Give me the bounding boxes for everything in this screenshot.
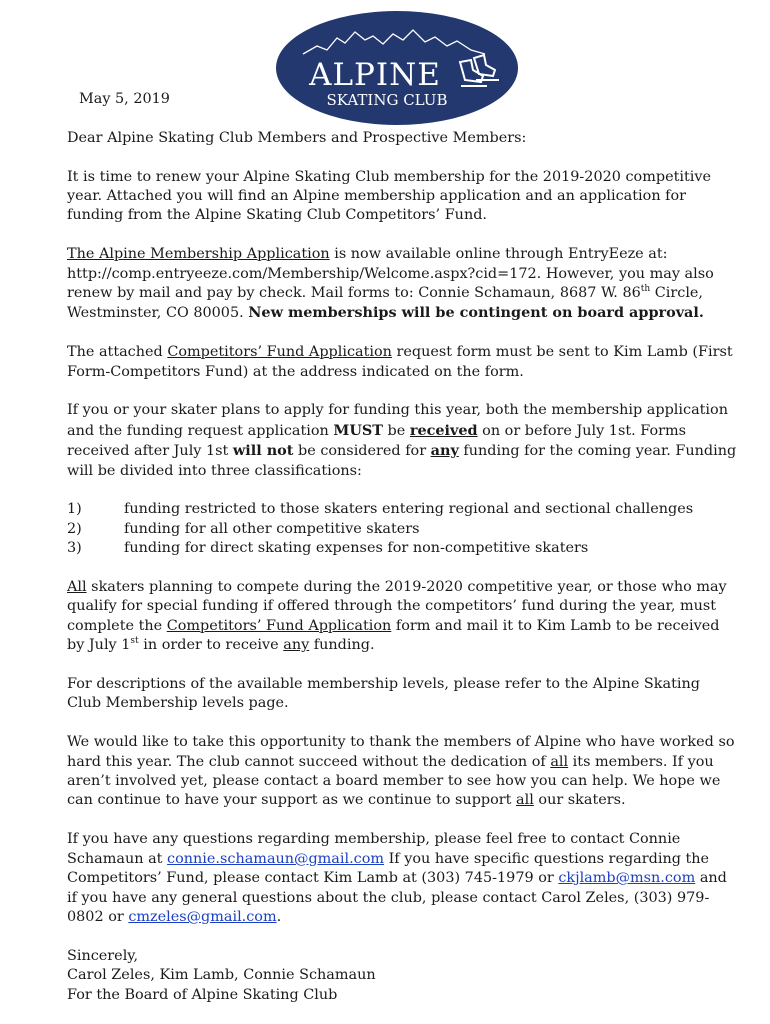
closing-board: For the Board of Alpine Skating Club <box>67 986 338 1003</box>
funding-classifications-list <box>67 500 737 558</box>
board-approval-note: New memberships will be contingent on board approval. <box>248 304 704 322</box>
paragraph-thanks: We would like to take this opportunity to thank the members of Alpine who have worked so hard this year. The club cannot succeed without the dedication of all its members. If you aren’t involved yet, please contact a board member to see how you can help. We hope we can continue to have your support as we continue to support all our skaters. <box>67 734 735 809</box>
paragraph-membership-application: The Alpine Membership Application is now available online through EntryEeze at: http://comp.entryeeze.com/Membership/Welcome.aspx?cid=172. However, you may also renew by mail and pay by check. Mail forms to: Connie Schamaun, 8687 W. 86th Circle, Westminster, CO 80005. New memberships will be contingent on board approval. <box>67 246 714 322</box>
email-link-kim[interactable]: ckjlamb@msn.com <box>558 870 696 887</box>
paragraph-competitors-fund: The attached Competitors’ Fund Application request form must be sent to Kim Lamb (First Form-Competitors Fund) at the address indicated on the form. <box>67 344 733 380</box>
salutation: Dear Alpine Skating Club Members and Prospective Members: <box>67 129 527 146</box>
closing-signature <box>67 947 737 1005</box>
email-link-carol[interactable]: cmzeles@gmail.com <box>128 908 277 925</box>
letter-body <box>67 90 737 1005</box>
email-link-connie[interactable]: connie.schamaun@gmail.com <box>167 850 385 867</box>
logo-subtitle: SKATING CLUB <box>326 91 448 109</box>
paragraph-competitors: All skaters planning to compete during the 2019-2020 competitive year, or those who may qualify for special funding if offered through the competitors’ fund during the year, must complete the Competitors’ Fund Application form and mail it to Kim Lamb to be received by July 1st in order to receive any funding. <box>67 579 727 654</box>
letter-date: May 5, 2019 <box>79 91 170 107</box>
membership-application-label: The Alpine Membership Application <box>67 246 330 263</box>
paragraph-funding-deadline: If you or your skater plans to apply for funding this year, both the membership application and the funding request application MUST be received on or before July 1st. Forms received after July 1st will not be considered for any funding for the coming year. Funding will be divided into three classifications: <box>67 402 737 479</box>
paragraph-renewal: It is time to renew your Alpine Skating Club membership for the 2019-2020 competitive year. Attached you will find an Alpine membership application and an application for funding from the Alpine Skating Club Competitors’ Fund. <box>67 168 712 224</box>
list-item: 3) funding for direct skating expenses for non-competitive skaters <box>67 540 589 557</box>
paragraph-contacts: If you have any questions regarding membership, please feel free to contact Connie Schamaun at connie.schamaun@gmail.com If you have specific questions regarding the Competitors’ Fund, please contact Kim Lamb at (303) 745-1979 or ckjlamb@msn.com and if you have any general questions about the club, please contact Carol Zeles, (303) 979-0802 or cmzeles@gmail.com. <box>67 831 727 925</box>
logo-title: ALPINE <box>309 57 441 93</box>
paragraph-membership-levels: For descriptions of the available membership levels, please refer to the Alpine Skating Club Membership levels page. <box>67 676 700 712</box>
list-item: 1) funding restricted to those skaters entering regional and sectional challenges <box>67 501 694 518</box>
closing-sincerely: Sincerely, <box>67 947 139 964</box>
list-item: 2) funding for all other competitive skaters <box>67 520 420 537</box>
closing-names: Carol Zeles, Kim Lamb, Connie Schamaun <box>67 967 376 984</box>
